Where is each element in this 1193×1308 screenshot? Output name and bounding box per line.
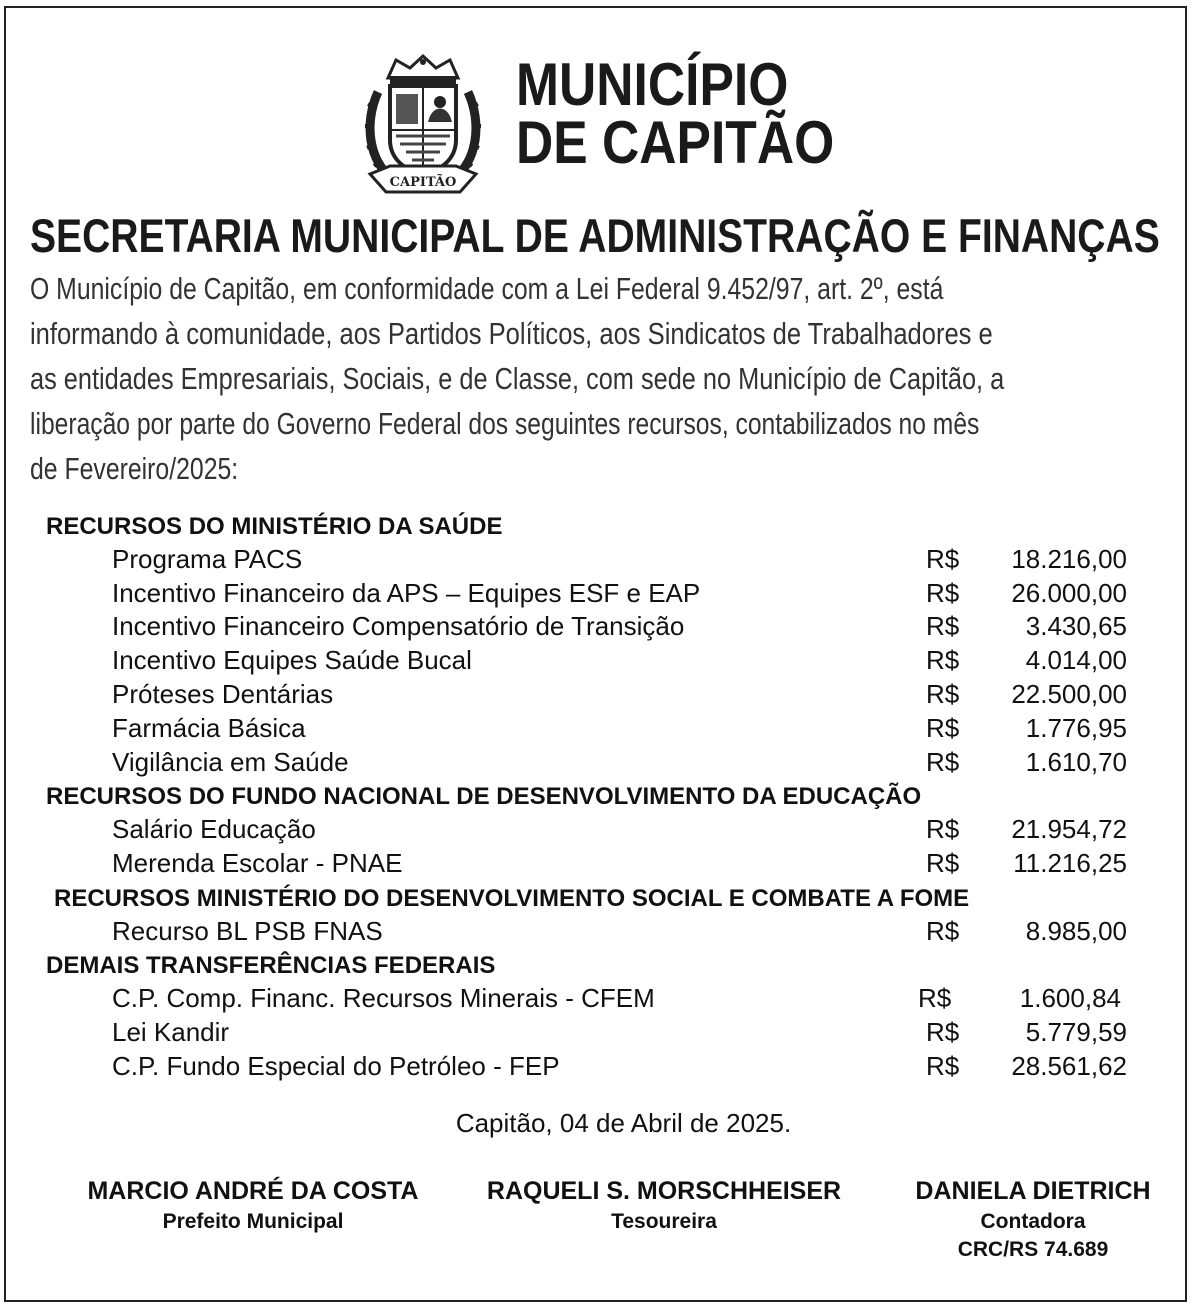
section-row [6,508,1189,542]
intro-line: liberação por parte do Governo Federal dos seguintes recursos, contabilizados no mês [30,406,980,441]
resource-label: Farmácia Básica [112,712,306,743]
resource-label: Próteses Dentárias [112,678,334,709]
signatory-name: DANIELA DIETRICH [915,1177,1151,1205]
resource-amount: 21.954,72 [1011,814,1127,845]
currency-symbol: R$ [926,746,960,777]
intro-line: as entidades Empresariais, Sociais, e de Classe, com sede no Município de Capitão, a [30,361,1005,396]
resource-label: Vigilância em Saúde [112,746,349,777]
intro-paragraph [30,266,1175,491]
section-row [6,880,1189,914]
header [360,52,880,197]
municipality-line1: MUNICÍPIO [516,51,789,118]
signatory-role: Contadora [980,1210,1086,1233]
resource-amount: 28.561,62 [1011,1050,1127,1081]
resource-row [6,1049,1189,1083]
signatory-name: RAQUELI S. MORSCHHEISER [486,1177,842,1205]
resource-row [6,711,1189,745]
resource-row [6,981,1189,1015]
svg-text:CAPITÃO: CAPITÃO [389,175,457,190]
resource-label: Incentivo Financeiro da APS – Equipes ESF e EAP [112,577,701,608]
resource-row [6,1015,1189,1049]
resource-amount: 1.776,95 [1025,712,1127,743]
section-row [6,947,1189,981]
resource-row [6,812,1189,846]
intro-line: O Município de Capitão, em conformidade com a Lei Federal 9.452/97, art. 2º, está [30,271,944,306]
resource-amount: 3.430,65 [1025,611,1127,642]
intro-line: de Fevereiro/2025: [30,451,239,486]
resource-label: Recurso BL PSB FNAS [112,915,383,946]
resource-row [6,745,1189,779]
currency-symbol: R$ [926,915,960,946]
section-row [6,778,1189,812]
coat-of-arms-icon [360,52,486,194]
resource-amount: 4.014,00 [1025,645,1127,676]
section-title: RECURSOS DO FUNDO NACIONAL DE DESENVOLVIMENTO DA EDUCAÇÃO [46,783,922,811]
signature-block [898,1174,1168,1264]
resource-row [6,576,1189,610]
currency-symbol: R$ [926,1050,960,1081]
resource-row [6,609,1189,643]
section-title: RECURSOS MINISTÉRIO DO DESENVOLVIMENTO SOCIAL E COMBATE A FOME [54,884,970,912]
resource-amount: 11.216,25 [1013,847,1127,878]
section-title: RECURSOS DO MINISTÉRIO DA SAÚDE [46,513,503,540]
notice-frame [4,6,1187,1302]
resource-amount: 22.500,00 [1011,678,1127,709]
resource-row [6,643,1189,677]
resource-row [6,914,1189,948]
signatory-name: MARCIO ANDRÉ DA COSTA [87,1177,419,1205]
resource-label: C.P. Comp. Financ. Recursos Minerais - CFEM [112,983,655,1014]
resources-list [6,508,1189,1083]
resource-label: Salário Educação [112,814,316,845]
currency-symbol: R$ [926,611,960,642]
resource-row [6,846,1189,880]
signatory-registration: CRC/RS 74.689 [957,1238,1109,1261]
currency-symbol: R$ [926,543,960,574]
resource-amount: 1.600,84 [1019,983,1121,1014]
signature-block [464,1174,864,1236]
currency-symbol: R$ [926,577,960,608]
currency-symbol: R$ [918,983,952,1014]
resource-label: Incentivo Equipes Saúde Bucal [112,645,472,676]
resource-amount: 1.610,70 [1025,746,1127,777]
resource-label: Lei Kandir [112,1016,230,1047]
resource-row [6,677,1189,711]
municipality-title [516,51,835,176]
signatory-role: Tesoureira [611,1210,717,1233]
currency-symbol: R$ [926,847,960,878]
resource-label: Programa PACS [112,543,303,574]
currency-symbol: R$ [926,678,960,709]
intro-line: informando à comunidade, aos Partidos Políticos, aos Sindicatos de Trabalhadores e [30,316,993,351]
resource-label: Merenda Escolar - PNAE [112,847,403,878]
currency-symbol: R$ [926,645,960,676]
signature-block [68,1174,438,1236]
currency-symbol: R$ [926,712,960,743]
currency-symbol: R$ [926,1016,960,1047]
date-line: Capitão, 04 de Abril de 2025. [455,1108,792,1138]
resource-amount: 8.985,00 [1025,915,1127,946]
resource-label: C.P. Fundo Especial do Petróleo - FEP [112,1050,560,1081]
section-title: DEMAIS TRANSFERÊNCIAS FEDERAIS [46,952,496,980]
resource-label: Incentivo Financeiro Compensatório de Transição [112,611,685,642]
resource-amount: 18.216,00 [1011,543,1127,574]
municipality-line2: DE CAPITÃO [516,109,835,176]
signatory-role: Prefeito Municipal [162,1210,344,1233]
resource-amount: 5.779,59 [1025,1016,1127,1047]
secretaria-heading: SECRETARIA MUNICIPAL DE ADMINISTRAÇÃO E FINANÇAS [30,209,1160,262]
resource-amount: 26.000,00 [1011,577,1127,608]
resource-row [6,542,1189,576]
currency-symbol: R$ [926,814,960,845]
